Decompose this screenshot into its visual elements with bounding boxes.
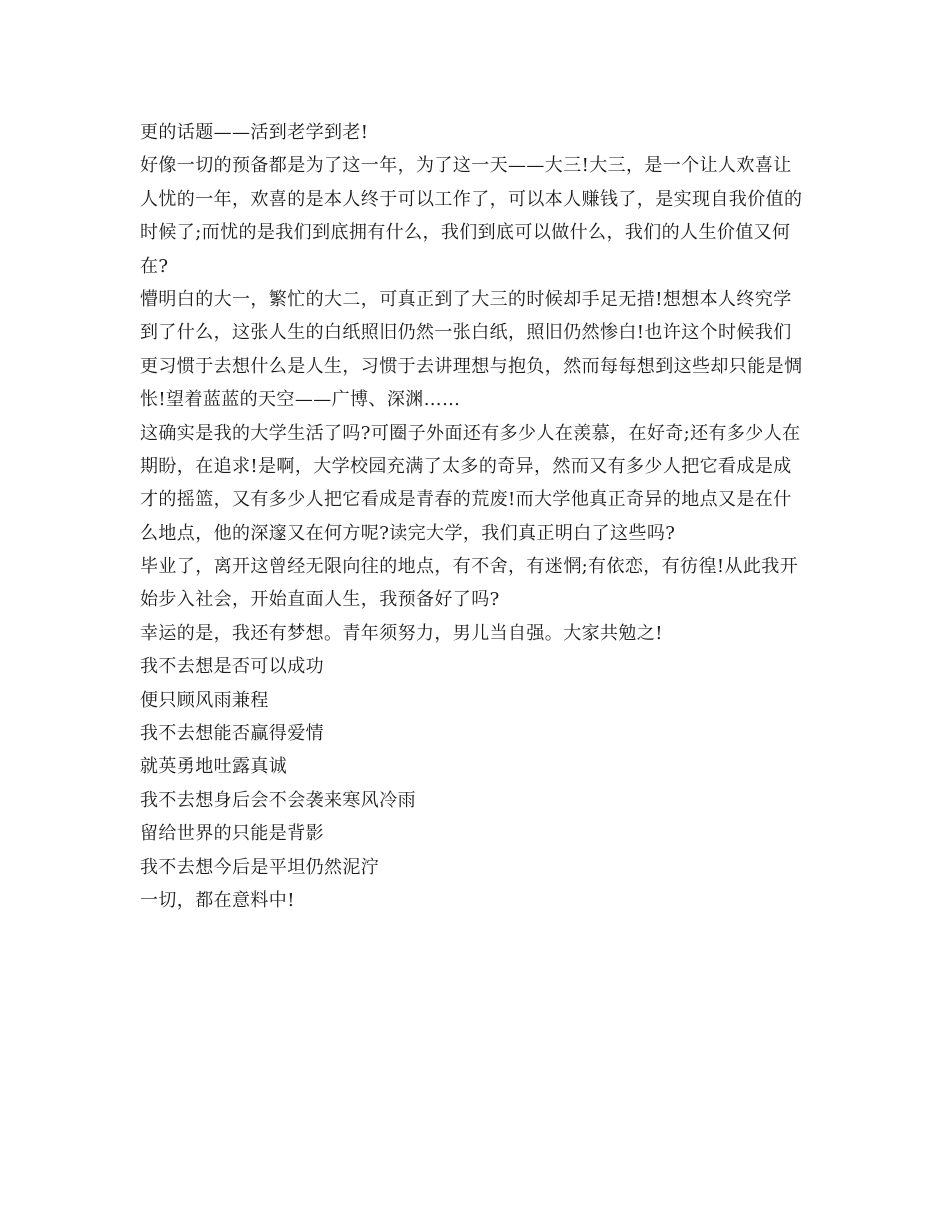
- text-line: 在?: [140, 255, 169, 277]
- text-line: 更的话题——活到老学到老!: [140, 122, 369, 143]
- text-line: 懵明白的大一，繁忙的大二，可真正到了大三的时候却手足无措!想想本人终究学: [140, 288, 792, 310]
- poem-line: 我不去想是否可以成功: [140, 656, 324, 678]
- text-line: 始步入社会，开始直面人生，我预备好了吗?: [140, 589, 500, 611]
- text-line: 时候了;而忧的是我们到底拥有什么，我们到底可以做什么，我们的人生价值又何: [140, 222, 791, 244]
- poem-line: 我不去想能否赢得爱情: [140, 723, 324, 745]
- document-body: [140, 116, 820, 917]
- poem-line: 一切，都在意料中!: [140, 889, 295, 911]
- poem-line: 留给世界的只能是背影: [140, 823, 324, 845]
- poem-line: 便只顾风雨兼程: [140, 689, 269, 711]
- text-line: 幸运的是，我还有梦想。青年须努力，男儿当自强。大家共勉之!: [140, 622, 663, 644]
- text-line: 才的摇篮，又有多少人把它看成是青春的荒废!而大学他真正奇异的地点又是在什: [140, 489, 792, 511]
- text-line: 毕业了，离开这曾经无限向往的地点，有不舍，有迷惘;有依恋，有彷徨!从此我开: [140, 556, 799, 578]
- poem-line: 我不去想今后是平坦仍然泥泞: [140, 856, 380, 878]
- text-line: 人忧的一年，欢喜的是本人终于可以工作了，可以本人赚钱了，是实现自我价值的: [140, 188, 803, 210]
- poem-line: 就英勇地吐露真诚: [140, 756, 288, 778]
- poem-line: 我不去想身后会不会袭来寒风冷雨: [140, 789, 416, 811]
- text-line: 这确实是我的大学生活了吗?可圈子外面还有多少人在羡慕，在好奇;还有多少人在: [140, 422, 801, 444]
- text-line: 期盼，在追求!是啊，大学校园充满了太多的奇异，然而又有多少人把它看成是成: [140, 455, 792, 477]
- text-line: 更习惯于去想什么是人生，习惯于去讲理想与抱负，然而每每想到这些却只能是惆: [140, 355, 803, 377]
- text-line: 到了什么，这张人生的白纸照旧仍然一张白纸，照旧仍然惨白!也许这个时候我们: [140, 322, 792, 344]
- text-line: 好像一切的预备都是为了这一年，为了这一天——大三!大三，是一个让人欢喜让: [140, 155, 792, 177]
- text-line: 怅!望着蓝蓝的天空——广博、深渊……: [140, 389, 461, 411]
- text-line: 么地点，他的深邃又在何方呢?读完大学，我们真正明白了这些吗?: [140, 522, 676, 544]
